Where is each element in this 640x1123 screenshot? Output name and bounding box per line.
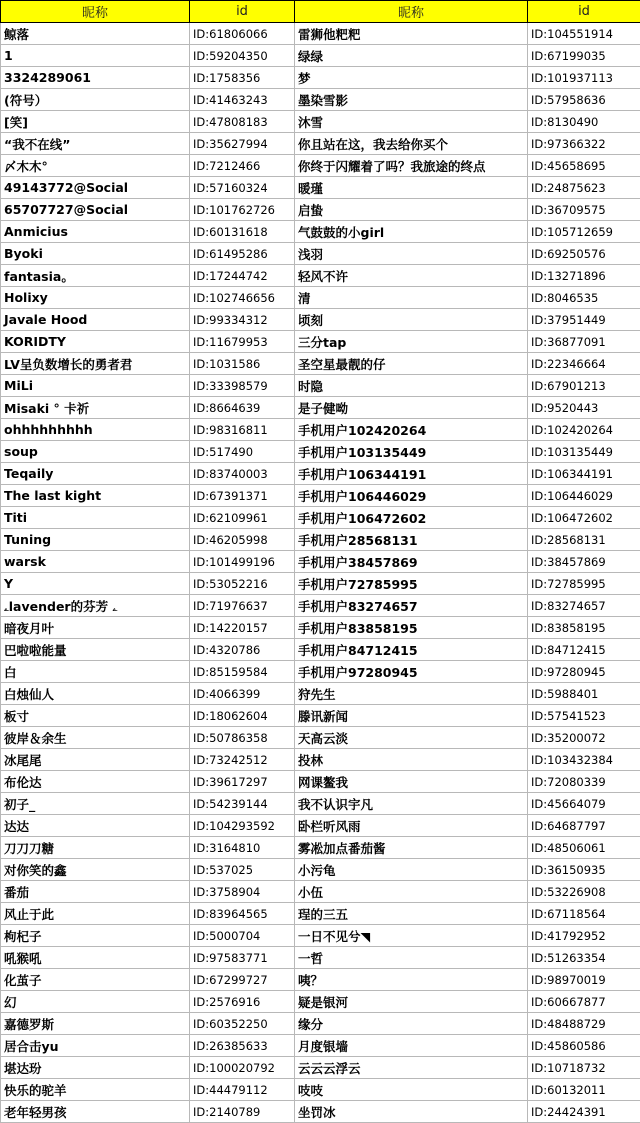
header-id-right: id [528, 1, 640, 23]
table-row [1, 331, 640, 353]
table-row [1, 661, 640, 683]
nickname-left-cell: Holixy [1, 287, 190, 309]
table-row [1, 1035, 640, 1057]
table-row [1, 45, 640, 67]
id-left-cell: ID:18062604 [190, 705, 295, 727]
nickname-left-cell: 白 [1, 661, 190, 683]
nickname-right-cell: 手机用户106446029 [295, 485, 528, 507]
nickname-right-cell: 手机用户28568131 [295, 529, 528, 551]
id-right-cell: ID:37951449 [528, 309, 640, 331]
id-left-cell: ID:101499196 [190, 551, 295, 573]
table-row [1, 397, 640, 419]
nickname-right-cell: 手机用户84712415 [295, 639, 528, 661]
table-row [1, 23, 640, 45]
nickname-left-cell: 吼猴吼 [1, 947, 190, 969]
nickname-left-cell: warsk [1, 551, 190, 573]
table-row [1, 573, 640, 595]
table-row [1, 177, 640, 199]
id-right-cell: ID:60667877 [528, 991, 640, 1013]
table-row [1, 1101, 640, 1123]
nickname-right-cell: 是子健呦 [295, 397, 528, 419]
nickname-left-cell: “我不在线” [1, 133, 190, 155]
id-left-cell: ID:2140789 [190, 1101, 295, 1123]
table-row [1, 221, 640, 243]
header-row [1, 1, 640, 23]
id-right-cell: ID:64687797 [528, 815, 640, 837]
nickname-right-cell: 一日不见兮◥ [295, 925, 528, 947]
id-right-cell: ID:48488729 [528, 1013, 640, 1035]
id-left-cell: ID:33398579 [190, 375, 295, 397]
nickname-left-cell: 〆木木° [1, 155, 190, 177]
id-right-cell: ID:45658695 [528, 155, 640, 177]
nickname-right-cell: 你且站在这，我去给你买个 [295, 133, 528, 155]
id-right-cell: ID:10718732 [528, 1057, 640, 1079]
table-row [1, 199, 640, 221]
nickname-left-cell: 暗夜月叶 [1, 617, 190, 639]
table-row [1, 925, 640, 947]
nickname-right-cell: 手机用户83858195 [295, 617, 528, 639]
id-left-cell: ID:41463243 [190, 89, 295, 111]
nickname-right-cell: 投林 [295, 749, 528, 771]
nickname-left-cell: 番茄 [1, 881, 190, 903]
id-right-cell: ID:22346664 [528, 353, 640, 375]
id-right-cell: ID:106344191 [528, 463, 640, 485]
nickname-right-cell: 时隐 [295, 375, 528, 397]
nickname-left-cell: Anmicius [1, 221, 190, 243]
nickname-right-cell: 你终于闪耀着了吗？我旅途的终点 [295, 155, 528, 177]
table-row [1, 155, 640, 177]
id-right-cell: ID:97366322 [528, 133, 640, 155]
nickname-right-cell: 启蛰 [295, 199, 528, 221]
nickname-left-cell: LV呈负数增长的勇者君 [1, 353, 190, 375]
id-left-cell: ID:83740003 [190, 463, 295, 485]
nickname-right-cell: 坐罚冰 [295, 1101, 528, 1123]
id-left-cell: ID:73242512 [190, 749, 295, 771]
nickname-right-cell: 咦？ [295, 969, 528, 991]
id-left-cell: ID:44479112 [190, 1079, 295, 1101]
nickname-right-cell: 月度银墙 [295, 1035, 528, 1057]
id-left-cell: ID:17244742 [190, 265, 295, 287]
id-left-cell: ID:54239144 [190, 793, 295, 815]
id-left-cell: ID:3164810 [190, 837, 295, 859]
nickname-right-cell: 手机用户97280945 [295, 661, 528, 683]
id-right-cell: ID:101937113 [528, 67, 640, 89]
nickname-left-cell: Titi [1, 507, 190, 529]
nickname-right-cell: 云云云浮云 [295, 1057, 528, 1079]
id-left-cell: ID:100020792 [190, 1057, 295, 1079]
nickname-left-cell: 鲸落 [1, 23, 190, 45]
nickname-right-cell: 一哲 [295, 947, 528, 969]
id-right-cell: ID:57958636 [528, 89, 640, 111]
table-row [1, 551, 640, 573]
nickname-left-cell: ohhhhhhhhh [1, 419, 190, 441]
id-left-cell: ID:14220157 [190, 617, 295, 639]
table-row [1, 89, 640, 111]
nickname-left-cell: 布伦达 [1, 771, 190, 793]
id-right-cell: ID:84712415 [528, 639, 640, 661]
nickname-left-cell: Javale Hood [1, 309, 190, 331]
nickname-left-cell: 49143772@Social [1, 177, 190, 199]
nickname-left-cell: 彼岸＆余生 [1, 727, 190, 749]
id-right-cell: ID:5988401 [528, 683, 640, 705]
id-left-cell: ID:60352250 [190, 1013, 295, 1035]
nickname-right-cell: 小伍 [295, 881, 528, 903]
id-right-cell: ID:67199035 [528, 45, 640, 67]
nickname-right-cell: 浅羽 [295, 243, 528, 265]
id-right-cell: ID:106472602 [528, 507, 640, 529]
table-body [1, 23, 640, 1123]
table-row [1, 727, 640, 749]
nickname-left-cell: 幻 [1, 991, 190, 1013]
id-left-cell: ID:50786358 [190, 727, 295, 749]
id-left-cell: ID:537025 [190, 859, 295, 881]
nickname-right-cell: 沐雪 [295, 111, 528, 133]
nickname-right-cell: 顷刻 [295, 309, 528, 331]
id-left-cell: ID:83964565 [190, 903, 295, 925]
table-row [1, 793, 640, 815]
id-left-cell: ID:1758356 [190, 67, 295, 89]
nickname-right-cell: 墨染雪影 [295, 89, 528, 111]
id-right-cell: ID:45860586 [528, 1035, 640, 1057]
id-left-cell: ID:7212466 [190, 155, 295, 177]
nickname-left-cell: 1 [1, 45, 190, 67]
table-row [1, 969, 640, 991]
id-right-cell: ID:28568131 [528, 529, 640, 551]
id-left-cell: ID:59204350 [190, 45, 295, 67]
id-left-cell: ID:1031586 [190, 353, 295, 375]
table-row [1, 859, 640, 881]
nickname-left-cell: Byoki [1, 243, 190, 265]
id-right-cell: ID:83274657 [528, 595, 640, 617]
nickname-left-cell: 65707727@Social [1, 199, 190, 221]
table-row [1, 243, 640, 265]
header-nickname-left: 昵称 [1, 1, 190, 23]
table-row [1, 529, 640, 551]
table-row [1, 903, 640, 925]
id-right-cell: ID:83858195 [528, 617, 640, 639]
nickname-left-cell: (符号） [1, 89, 190, 111]
nickname-right-cell: 雾凇加点番茄酱 [295, 837, 528, 859]
id-right-cell: ID:51263354 [528, 947, 640, 969]
id-right-cell: ID:38457869 [528, 551, 640, 573]
nickname-left-cell: 快乐的驼羊 [1, 1079, 190, 1101]
nickname-right-cell: 梦 [295, 67, 528, 89]
nickname-left-cell: Tuning [1, 529, 190, 551]
nickname-left-cell: ۦlavender的芬芳 ۦ [1, 595, 190, 617]
table-row [1, 815, 640, 837]
table-row [1, 287, 640, 309]
nickname-right-cell: 卧栏听风雨 [295, 815, 528, 837]
nickname-left-cell: soup [1, 441, 190, 463]
nickname-right-cell: 轻风不许 [295, 265, 528, 287]
nickname-left-cell: 初子_ [1, 793, 190, 815]
id-left-cell: ID:71976637 [190, 595, 295, 617]
id-right-cell: ID:72785995 [528, 573, 640, 595]
id-right-cell: ID:41792952 [528, 925, 640, 947]
id-left-cell: ID:2576916 [190, 991, 295, 1013]
id-right-cell: ID:69250576 [528, 243, 640, 265]
nickname-right-cell: 绿绿 [295, 45, 528, 67]
id-right-cell: ID:103135449 [528, 441, 640, 463]
nickname-right-cell: 手机用户106344191 [295, 463, 528, 485]
nickname-left-cell: 巴啦啦能量 [1, 639, 190, 661]
nickname-right-cell: 手机用户38457869 [295, 551, 528, 573]
nickname-right-cell: 圣空星最靓的仔 [295, 353, 528, 375]
nickname-right-cell: 手机用户103135449 [295, 441, 528, 463]
table-row [1, 639, 640, 661]
id-left-cell: ID:101762726 [190, 199, 295, 221]
nickname-left-cell: 3324289061 [1, 67, 190, 89]
id-right-cell: ID:36709575 [528, 199, 640, 221]
id-right-cell: ID:104551914 [528, 23, 640, 45]
nickname-left-cell: 嘉德罗斯 [1, 1013, 190, 1035]
nickname-right-cell: 暖瑾 [295, 177, 528, 199]
table-row [1, 507, 640, 529]
id-right-cell: ID:60132011 [528, 1079, 640, 1101]
table-row [1, 683, 640, 705]
nickname-right-cell: 珵的三五 [295, 903, 528, 925]
id-right-cell: ID:67901213 [528, 375, 640, 397]
nickname-left-cell: KORIDTY [1, 331, 190, 353]
id-left-cell: ID:104293592 [190, 815, 295, 837]
nickname-right-cell: 我不认识宇凡 [295, 793, 528, 815]
id-left-cell: ID:98316811 [190, 419, 295, 441]
table-row [1, 1057, 640, 1079]
table-row [1, 485, 640, 507]
table-row [1, 771, 640, 793]
id-left-cell: ID:517490 [190, 441, 295, 463]
table-row [1, 1013, 640, 1035]
id-right-cell: ID:35200072 [528, 727, 640, 749]
nickname-left-cell: MiLi [1, 375, 190, 397]
nickname-right-cell: 小污龟 [295, 859, 528, 881]
nickname-right-cell: 吱吱 [295, 1079, 528, 1101]
id-right-cell: ID:97280945 [528, 661, 640, 683]
table-row [1, 353, 640, 375]
id-right-cell: ID:103432384 [528, 749, 640, 771]
table-row [1, 749, 640, 771]
table-row [1, 947, 640, 969]
table-row [1, 133, 640, 155]
nickname-right-cell: 三分tap [295, 331, 528, 353]
id-left-cell: ID:11679953 [190, 331, 295, 353]
nickname-right-cell: 网课鳌我 [295, 771, 528, 793]
table-row [1, 309, 640, 331]
nickname-left-cell: 老年轻男孩 [1, 1101, 190, 1123]
id-right-cell: ID:48506061 [528, 837, 640, 859]
table-row [1, 463, 640, 485]
table-row [1, 375, 640, 397]
table-row [1, 617, 640, 639]
nickname-right-cell: 缘分 [295, 1013, 528, 1035]
id-right-cell: ID:24875623 [528, 177, 640, 199]
id-left-cell: ID:46205998 [190, 529, 295, 551]
nickname-left-cell: The last kight [1, 485, 190, 507]
nickname-left-cell: 风止于此 [1, 903, 190, 925]
id-right-cell: ID:8130490 [528, 111, 640, 133]
nickname-left-cell: Teqaily [1, 463, 190, 485]
id-right-cell: ID:102420264 [528, 419, 640, 441]
id-left-cell: ID:62109961 [190, 507, 295, 529]
id-right-cell: ID:8046535 [528, 287, 640, 309]
nickname-left-cell: fantasia。 [1, 265, 190, 287]
id-left-cell: ID:57160324 [190, 177, 295, 199]
id-left-cell: ID:35627994 [190, 133, 295, 155]
id-left-cell: ID:26385633 [190, 1035, 295, 1057]
table-row [1, 1079, 640, 1101]
id-right-cell: ID:105712659 [528, 221, 640, 243]
table-row [1, 265, 640, 287]
id-right-cell: ID:57541523 [528, 705, 640, 727]
id-left-cell: ID:53052216 [190, 573, 295, 595]
nickname-left-cell: 对你笑的鑫 [1, 859, 190, 881]
nickname-right-cell: 天高云淡 [295, 727, 528, 749]
table-row [1, 881, 640, 903]
id-left-cell: ID:61495286 [190, 243, 295, 265]
id-left-cell: ID:67299727 [190, 969, 295, 991]
nickname-left-cell: 堪达玢 [1, 1057, 190, 1079]
nickname-left-cell: 冰尾尾 [1, 749, 190, 771]
nickname-right-cell: 手机用户106472602 [295, 507, 528, 529]
nickname-right-cell: 疑是银河 [295, 991, 528, 1013]
nickname-left-cell: 达达 [1, 815, 190, 837]
id-right-cell: ID:67118564 [528, 903, 640, 925]
id-right-cell: ID:45664079 [528, 793, 640, 815]
table-row [1, 595, 640, 617]
header-id-left: id [190, 1, 295, 23]
id-left-cell: ID:47808183 [190, 111, 295, 133]
nickname-right-cell: 清 [295, 287, 528, 309]
nickname-right-cell: 手机用户72785995 [295, 573, 528, 595]
id-right-cell: ID:106446029 [528, 485, 640, 507]
nickname-left-cell: 白烛仙人 [1, 683, 190, 705]
nickname-right-cell: 手机用户102420264 [295, 419, 528, 441]
id-right-cell: ID:13271896 [528, 265, 640, 287]
nickname-left-cell: 居合击yu [1, 1035, 190, 1057]
id-right-cell: ID:36150935 [528, 859, 640, 881]
id-left-cell: ID:102746656 [190, 287, 295, 309]
table-row [1, 991, 640, 1013]
id-right-cell: ID:36877091 [528, 331, 640, 353]
id-left-cell: ID:97583771 [190, 947, 295, 969]
id-left-cell: ID:4320786 [190, 639, 295, 661]
id-right-cell: ID:98970019 [528, 969, 640, 991]
nickname-left-cell: [笑] [1, 111, 190, 133]
header-nickname-right: 昵称 [295, 1, 528, 23]
id-left-cell: ID:85159584 [190, 661, 295, 683]
id-left-cell: ID:99334312 [190, 309, 295, 331]
id-right-cell: ID:53226908 [528, 881, 640, 903]
nickname-right-cell: 气鼓鼓的小girl [295, 221, 528, 243]
nickname-left-cell: 枸杞子 [1, 925, 190, 947]
nickname-right-cell: 雷狮他粑粑 [295, 23, 528, 45]
nickname-right-cell: 狩先生 [295, 683, 528, 705]
nickname-left-cell: Misaki ° 卡祈 [1, 397, 190, 419]
id-left-cell: ID:61806066 [190, 23, 295, 45]
table-row [1, 419, 640, 441]
id-left-cell: ID:67391371 [190, 485, 295, 507]
id-right-cell: ID:24424391 [528, 1101, 640, 1123]
id-left-cell: ID:60131618 [190, 221, 295, 243]
table-row [1, 67, 640, 89]
id-left-cell: ID:5000704 [190, 925, 295, 947]
nickname-right-cell: 滕讯新闻 [295, 705, 528, 727]
nickname-left-cell: Y [1, 573, 190, 595]
id-right-cell: ID:9520443 [528, 397, 640, 419]
id-left-cell: ID:39617297 [190, 771, 295, 793]
nickname-left-cell: 板寸 [1, 705, 190, 727]
nickname-left-cell: 刀刀刀糖 [1, 837, 190, 859]
table-row [1, 837, 640, 859]
table-row [1, 441, 640, 463]
id-right-cell: ID:72080339 [528, 771, 640, 793]
id-left-cell: ID:8664639 [190, 397, 295, 419]
nickname-left-cell: 化茧子 [1, 969, 190, 991]
id-left-cell: ID:3758904 [190, 881, 295, 903]
id-left-cell: ID:4066399 [190, 683, 295, 705]
nickname-right-cell: 手机用户83274657 [295, 595, 528, 617]
table-row [1, 111, 640, 133]
table-row [1, 705, 640, 727]
